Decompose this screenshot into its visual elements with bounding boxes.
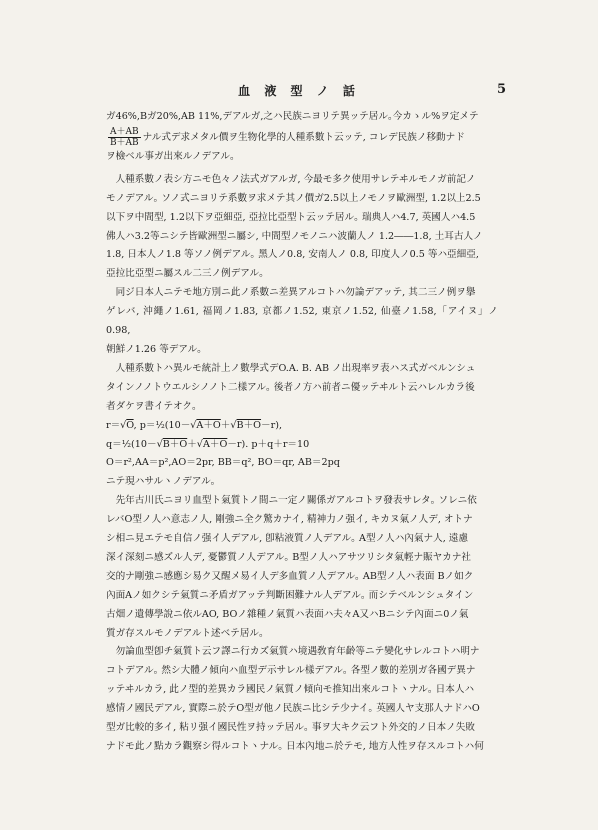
paragraph-3 <box>106 284 498 360</box>
page-number: 5 <box>496 82 506 97</box>
text-line: 交的ナ剛強ニ感應シ易ク又醒メ易イ人デ多血質ノ人デアル｡ AB型ノ人ハ表面 Bノ如ク <box>106 570 474 582</box>
formula-part: ＋√ <box>187 438 203 450</box>
text-line: ニテ現ハサルヽノデアル｡ <box>106 476 216 488</box>
text-line: 深イ深刻ニ感ズル人デ, 憂鬱質ノ人デアル｡ B型ノ人ハアサツリシタ氣輕ナ賑ヤカナ社 <box>106 551 472 563</box>
formula-part: ＋√ <box>220 419 237 431</box>
formula-part: －r), <box>261 419 283 431</box>
text-line: レバO型ノ人ハ意志ノ人, 剛強ニ全ク驚カナイ, 精神力ノ强イ, キカヌ氣ノ人デ, オトナ <box>106 514 473 526</box>
formula-part: －r). p＋q＋r＝10 <box>227 438 310 450</box>
text-line: 佛人ハ3.2等ニシテ皆歐洲型ニ屬シ, 中間型ノモノニハ波蘭人ノ 1.2――1.8, 土耳古人ノ <box>106 230 483 242</box>
page-header <box>0 82 598 102</box>
fraction-denominator: B＋AB <box>109 137 139 148</box>
formula-part: A＋O <box>196 419 221 431</box>
text-line: 朝鮮ノ1.26 等デアル｡ <box>106 343 202 355</box>
text-line: ナドモ此ノ點カラ觀察シ得ルコトヽナル｡ 日本內地ニ於テモ, 地方人性ヲ存スルコトハ何 <box>106 741 484 752</box>
formula-part: O <box>126 419 134 431</box>
formula-line <box>106 127 498 148</box>
text-line: コトデアル｡ 然シ大體ノ傾向ハ血型デ示サレル樣デアル｡ 各型ノ數的差別ガ各國デ異ナ <box>106 665 476 677</box>
text-line: 1.8, 日本人ノ1.8 等ソノ例デアル｡ 黑人ノ0.8, 安南人ノ 0.8, 印度人ノ0.5 等ハ亞細亞, <box>106 249 479 261</box>
fraction-numerator: A＋AB <box>110 126 139 137</box>
text-line: 感情ノ國民デアル, 實際ニ於テO型ガ他ノ民族ニ比シテ少ナイ｡ 英國人ヤ支那人ナドハO <box>106 703 480 715</box>
formula-genotypes: O＝r²,AA＝p²,AO＝2pr, BB＝q², BO＝qr, AB＝2pq <box>106 457 340 469</box>
text-line: シ相ニ見エテモ自信ノ强イ人デアル, 卽粘液質ノ人デアル｡ A型ノ人ハ內氣ナ人, 遠慮 <box>106 533 468 545</box>
paragraph-4 <box>106 360 498 417</box>
text-line: ナル式デ求メタル價ヲ生物化學的人種系數ト云ッテ, コレデ民族ノ移動ナド <box>142 131 465 143</box>
text-line: 人種系數トハ異ルモ統計上ノ數學式デO.A. B. AB ノ出現率ヲ表ハス式ガベルンシュ <box>115 362 476 374</box>
formula-r-p <box>106 417 498 436</box>
text-line: 者ダケヲ書イテオク｡ <box>106 400 197 412</box>
paragraph-6 <box>106 643 498 756</box>
text-line: ヲ檢ベル事ガ出來ルノデアル｡ <box>106 150 235 162</box>
text-line: 型ガ比較的多イ, 粘リ强イ國民性ヲ持ッテ居ル｡ 事ヲ大キク云フト外交的ノ日本ノ失敗 <box>106 722 475 734</box>
text-line: ゲレバ, 沖繩ノ1.61, 福岡ノ1.83, 京都ノ1.52, 東京ノ1.52, 仙臺ノ1.58,「アイヌ」ノ0.98, <box>106 306 498 337</box>
formula-part: A＋O <box>202 438 228 450</box>
text-line: ガ46%,Bガ20%,AB 11%,デアルガ,之ハ民族ニヨリテ異ッテ居ル｡今カゝル%ヲ定メテ <box>106 111 479 122</box>
text-line: ッテヰルカラ, 此ノ型的差異カラ國民ノ氣質ノ傾向モ推知出來ルコトヽナル｡ 日本人ハ <box>106 684 475 696</box>
text-line: 亞拉比亞型ニ屬スル二三ノ例デアル｡ <box>106 268 264 280</box>
text-line: 同ジ日本人ニテモ地方別ニ此ノ系數ニ差異アルコトハ勿論デアッテ, 其二三ノ例ヲ擧 <box>115 287 476 299</box>
formula-part: q＝½(10－√ <box>106 438 163 450</box>
text-line: 人種系數ノ表シ方ニモ色々ノ法式ガアルガ, 今最モ多ク使用サレテヰルモノガ前記ノ <box>115 173 476 185</box>
text-line: 內面Aノ如クシテ氣質ニ矛盾ガアッテ判斷困難ナル人デアル｡ 而シテベルンシュタイン <box>106 589 474 601</box>
text-line: 以下ヲ中間型, 1.2以下ヲ亞細亞, 亞拉比亞型ト云ッテ居ル｡ 瑞典人ハ4.7, 英國人ハ4.5 <box>106 211 476 223</box>
text-line: 古畑ノ遺傳學說ニ依ルAO, BOノ雜種ノ氣質ハ表面ハ夫々A又ハBニシテ內面ニ0ノ氣 <box>106 608 469 620</box>
ratio-fraction <box>108 127 141 148</box>
formula-part: B＋O <box>162 438 188 450</box>
text-line: モノデアル｡ ソノ式ニヨリテ系數ヲ求メテ其ノ價ガ2.5以上ノモノヲ歐洲型, 1.2以上2.5 <box>106 192 481 204</box>
text-line: タインノノトウエルシノノト二樣アル｡ 後者ノ方ハ前者ニ優ッテヰルト云ハレルカラ後 <box>106 381 475 393</box>
paragraph-1 <box>106 108 498 167</box>
paragraph-2 <box>106 171 498 284</box>
running-title: 血 液 型 ノ 話 <box>238 84 360 98</box>
formula-part: , p＝½(10－√ <box>133 419 197 431</box>
text-line: 勿論血型卽チ氣質ト云フ譯ニ行カズ氣質ハ境遇敎育年齡等ニテ變化サレルコトハ明ナ <box>115 646 480 658</box>
formula-part: B＋O <box>236 419 262 431</box>
formula-q <box>106 436 498 455</box>
text-line: 質ガ存スルモノデアルト述ベテ居ル｡ <box>106 627 264 639</box>
body-text <box>106 108 498 757</box>
paragraph-5 <box>106 492 498 643</box>
text-line: 先年古川氏ニヨリ血型ト氣質トノ間ニ一定ノ關係ガアルコトヲ發表サレタ｡ ソレニ依 <box>115 495 477 507</box>
formula-part: r＝√ <box>106 419 127 431</box>
formula-block <box>106 417 498 493</box>
